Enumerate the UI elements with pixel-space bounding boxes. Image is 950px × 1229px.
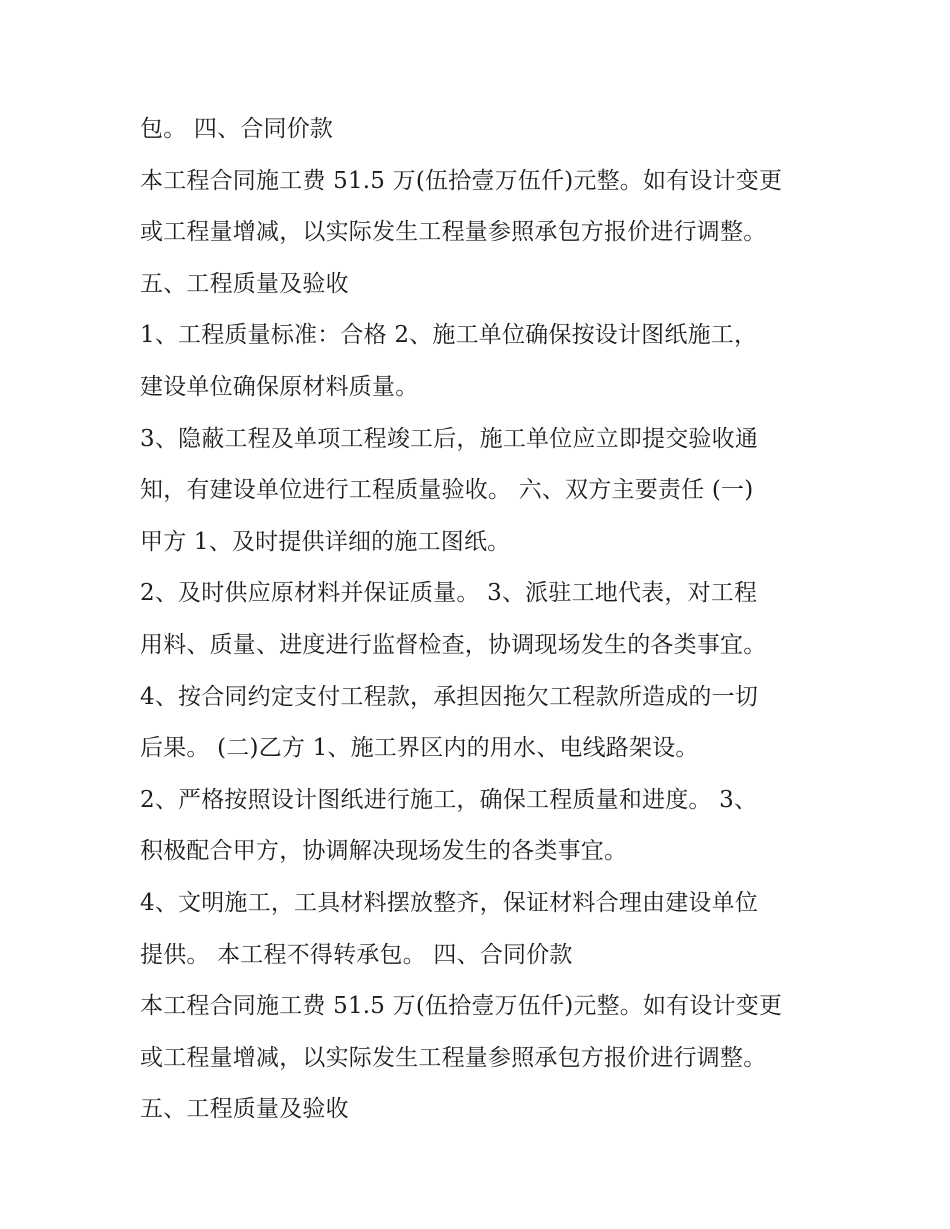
text-line: 2、及时供应原材料并保证质量。 3、派驻工地代表，对工程 xyxy=(140,580,758,607)
text-line: 建设单位确保原材料质量。 xyxy=(140,373,419,400)
text-line: 后果。 (二)乙方 1、施工界区内的用水、电线路架设。 xyxy=(140,735,699,762)
text-line: 本工程合同施工费 51.5 万(伍拾壹万伍仟)元整。如有设计变更 xyxy=(140,167,783,194)
text-line: 2、严格按照设计图纸进行施工，确保工程质量和进度。 3、 xyxy=(140,786,758,813)
text-line: 1、工程质量标准：合格 2、施工单位确保按设计图纸施工， xyxy=(140,322,758,349)
text-line: 用料、质量、进度进行监督检查，协调现场发生的各类事宜。 xyxy=(140,631,767,658)
document-body xyxy=(140,104,820,1136)
text-line: 4、文明施工，工具材料摆放整齐，保证材料合理由建设单位 xyxy=(140,889,759,916)
text-line: 积极配合甲方，协调解决现场发生的各类事宜。 xyxy=(140,838,628,865)
text-line: 或工程量增减，以实际发生工程量参照承包方报价进行调整。 xyxy=(140,1044,767,1071)
text-line: 知，有建设单位进行工程质量验收。 六、双方主要责任 (一) xyxy=(140,477,754,504)
section-heading: 五、工程质量及验收 xyxy=(140,1096,349,1123)
text-line: 本工程合同施工费 51.5 万(伍拾壹万伍仟)元整。如有设计变更 xyxy=(140,993,783,1020)
text-line: 或工程量增减，以实际发生工程量参照承包方报价进行调整。 xyxy=(140,219,767,246)
text-line: 提供。 本工程不得转承包。 四、合同价款 xyxy=(140,941,573,968)
text-line: 3、隐蔽工程及单项工程竣工后，施工单位应立即提交验收通 xyxy=(140,425,759,452)
text-line: 包。 四、合同价款 xyxy=(140,116,334,142)
section-heading: 五、工程质量及验收 xyxy=(140,270,349,297)
text-line: 4、按合同约定支付工程款，承担因拖欠工程款所造成的一切 xyxy=(140,683,759,710)
text-line: 甲方 1、及时提供详细的施工图纸。 xyxy=(140,528,511,555)
